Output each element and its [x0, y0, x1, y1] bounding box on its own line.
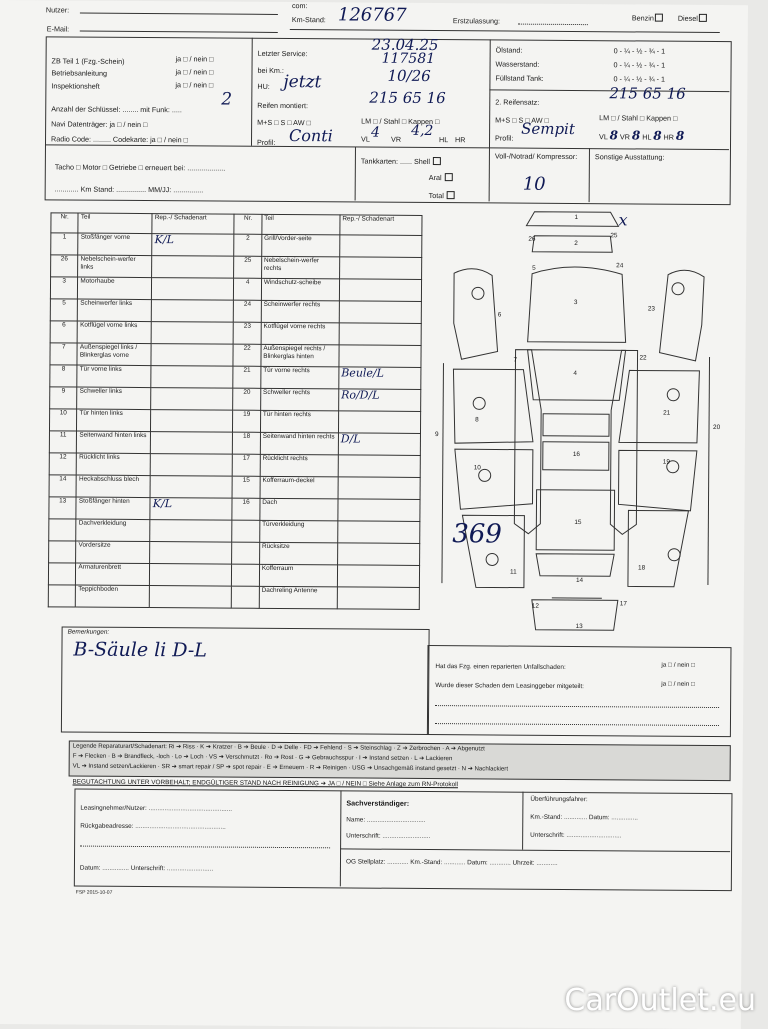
part-number: 8: [50, 365, 78, 387]
part-number: 23: [234, 322, 262, 344]
navi-label[interactable]: Navi Datenträger: ja □ / nein □: [51, 119, 147, 129]
part-number: 2: [234, 234, 262, 256]
table-row: [50, 299, 421, 324]
part-number: 17: [233, 454, 261, 476]
notrad-label: Voll-/Notrad/ Kompressor:: [495, 151, 579, 161]
erstzulassung-label: Erstzulassung:: [453, 16, 500, 25]
quarter-right-shape: [628, 510, 689, 586]
tank-label: Füllstand Tank:: [495, 73, 543, 82]
lm2-checkboxes[interactable]: LM □ / Stahl □ Kappen □: [599, 113, 677, 123]
damage-code[interactable]: Ro/D/L: [338, 389, 420, 412]
part-name: Türverkleidung: [260, 520, 338, 543]
wasser-label: Wasserstand:: [496, 59, 540, 68]
diagram-num-6: 6: [498, 311, 502, 319]
profil2-label: Profil:: [495, 133, 513, 142]
part-name: Tür hinten rechts: [260, 410, 338, 433]
part-number: 5: [50, 299, 78, 321]
damage-code[interactable]: [338, 521, 420, 544]
part-number: 19: [233, 410, 261, 432]
damage-code[interactable]: Beule/L: [339, 367, 421, 390]
damage-code[interactable]: [338, 499, 420, 522]
lm-checkboxes[interactable]: LM □ / Stahl □ Kappen □: [361, 117, 439, 127]
part-name: Teppichboden: [76, 585, 150, 608]
sv-unterschrift-field[interactable]: Unterschrift: ...........................: [346, 832, 430, 841]
watermark-logo: CarOutlet.eu: [564, 983, 756, 1018]
part-number: 13: [49, 497, 77, 519]
diagram-num-23: 23: [648, 306, 655, 314]
sill-left-shape: [442, 363, 444, 583]
tacho-row[interactable]: Tacho □ Motor □ Getriebe □ erneuert bei: ...................: [55, 162, 225, 172]
part-number: [48, 585, 76, 607]
begutachtung-text[interactable]: BEGUTACHTUNG UNTER VORBEHALT; ENDGÜLTIGER STAND NACH REINIGUNG ➔ JA □ / NEIN □ Siehe Anlage zum RN-Protokoll: [73, 779, 459, 790]
vl-label: VL: [361, 135, 370, 144]
diagram-num-14: 14: [576, 577, 583, 585]
part-number: 21: [233, 366, 261, 388]
tankkarten-shell[interactable]: Tankkarten: ...... Shell: [361, 157, 441, 167]
diagram-num-1: 1: [574, 214, 578, 222]
sachverstaendiger-label: Sachverständiger:: [346, 798, 409, 807]
part-name: Tür vorne rechts: [261, 366, 339, 389]
part-name: Armaturenbrett: [76, 563, 150, 586]
grill-shape: [532, 236, 612, 253]
part-name: Rücksitze: [259, 542, 337, 565]
com-label: com:: [292, 1, 308, 10]
nutzer-label: Nutzer:: [46, 5, 69, 14]
schluessel-label: Anzahl der Schlüssel: ........ mit Funk: .....: [51, 104, 182, 114]
part-name: Kofferraum: [259, 564, 337, 587]
door-rear-right-shape: [618, 450, 696, 511]
part-number: 22: [233, 344, 261, 366]
damage-code[interactable]: [337, 587, 419, 610]
accident-q1-ja-nein[interactable]: ja □ / nein □: [661, 662, 695, 670]
part-name: Dachreling Antenne: [259, 586, 337, 609]
diagram-num-18: 18: [638, 564, 645, 572]
oel-label: Ölstand:: [496, 45, 523, 54]
damage-code[interactable]: [337, 543, 419, 566]
notrad-value: 10: [523, 174, 546, 195]
damage-code[interactable]: [337, 565, 419, 588]
letzter-service-value: 23.04.25: [372, 36, 439, 54]
part-name: Motorhaube: [78, 277, 152, 300]
hu-date-value: 10/26: [387, 67, 430, 85]
col-schaden-1: Rep.-/ Schadenart: [152, 214, 234, 235]
table-row: [50, 343, 421, 368]
ueberfuehrung-unterschrift[interactable]: Unterschrift: ...............................: [530, 832, 621, 841]
damage-code[interactable]: [339, 257, 421, 280]
table-row: [49, 497, 420, 522]
table-row: [49, 453, 420, 478]
table-row: [49, 409, 420, 434]
part-number: [49, 519, 77, 541]
part-number: [232, 542, 260, 564]
part-number: 14: [49, 475, 77, 497]
diagram-num-4: 4: [573, 370, 577, 378]
profil-value: Conti: [289, 126, 333, 145]
door-front-left-shape: [453, 369, 534, 444]
kmstand-row: ............ Km Stand: ............... MM/JJ: ...............: [55, 184, 204, 194]
diagram-num-15: 15: [574, 519, 581, 527]
damage-code[interactable]: D/L: [338, 433, 420, 456]
damage-code[interactable]: [151, 322, 233, 345]
accident-q2: Wurde dieser Schaden dem Leasinggeber mitgeteilt:: [435, 682, 584, 691]
inspektion-ja-nein[interactable]: ja □ / nein □: [175, 80, 213, 89]
diagram-num-17: 17: [620, 600, 627, 608]
legend-line-1: Legende Reparaturart/Schadenart: Ri ➔ Riss · K ➔ Kratzer · B ➔ Beule · D ➔ Delle · FD ➔ Fehlend · S ➔ Steinschlag · Z ➔ Zerbrochen · A ➔ Abgenutzt: [73, 743, 485, 754]
part-number: 16: [232, 498, 260, 520]
diagram-num-11: 11: [510, 569, 517, 577]
damage-code[interactable]: [339, 279, 421, 302]
part-name: Außenspiegel rechts / Blinkerglas hinten: [261, 344, 339, 367]
table-row: [49, 475, 420, 500]
diesel-label: Diesel: [678, 14, 707, 23]
tankkarten-total[interactable]: Total: [429, 191, 455, 200]
part-name: Tür vorne links: [77, 365, 151, 388]
remarks-label: Bemerkungen:: [68, 628, 110, 636]
part-number: 20: [233, 388, 261, 410]
col-nr-1: Nr.: [51, 213, 78, 233]
table-row: [50, 277, 421, 302]
part-number: 26: [51, 255, 79, 277]
diagram-num-24: 24: [616, 262, 623, 270]
benzin-label: Benzin: [632, 13, 663, 22]
col-schaden-2: Rep.-/ Schadenart: [340, 215, 422, 236]
diagram-num-21: 21: [663, 410, 670, 418]
part-number: [49, 541, 77, 563]
part-name: Rücklicht links: [77, 453, 151, 476]
radio-label[interactable]: Radio Code: ......... Codekarte: ja □ / nein □: [51, 134, 188, 144]
wheel-rl-shape: [486, 553, 498, 565]
table-row: [49, 431, 420, 456]
part-name: Stoßfänger hinten: [76, 497, 150, 520]
front-bumper-shape: [526, 212, 618, 227]
damage-code[interactable]: [152, 278, 234, 301]
damage-code[interactable]: [338, 455, 420, 478]
part-name: Nebelschein-werfer rechts: [261, 256, 339, 279]
col-teil-2: Teil: [262, 214, 340, 235]
vr-label: VR: [391, 135, 401, 144]
diagram-num-19: 19: [663, 459, 670, 467]
part-name: Scheinwerfer links: [78, 299, 152, 322]
profil2-value: Sempit: [521, 120, 575, 138]
mirror-right-shape: [667, 389, 679, 401]
part-number: 3: [50, 277, 78, 299]
letzter-service-label: Letzter Service:: [258, 49, 308, 58]
sonstige-label: Sonstige Ausstattung:: [595, 152, 665, 161]
part-name: Heckabschluss blech: [76, 475, 150, 498]
part-name: Scheinwerfer rechts: [261, 300, 339, 323]
part-number: 10: [49, 409, 77, 431]
part-name: Außenspiegel links / Blinkerglas vorne: [77, 343, 151, 366]
part-number: [232, 586, 260, 608]
tank-scale[interactable]: 0 - ¼ - ½ - ¾ - 1: [613, 74, 665, 83]
km-stand-value: 126767: [338, 4, 407, 25]
part-name: Dachverkleidung: [76, 519, 150, 542]
damage-code[interactable]: [338, 411, 420, 434]
door-rear-left-shape: [454, 449, 532, 510]
betrieb-label: Betriebsanleitung: [51, 68, 107, 77]
diagram-num-26: 26: [528, 236, 535, 244]
damage-code[interactable]: K/L: [150, 498, 232, 521]
part-name: Stoßfänger vorne: [78, 233, 152, 256]
damage-code[interactable]: K/L: [152, 234, 234, 257]
zb-label: ZB Teil 1 (Fzg.-Schein): [52, 56, 125, 66]
parts-table: [48, 212, 423, 610]
bei-km-label: bei Km.:: [257, 66, 283, 75]
reifen-value: 215 65 16: [369, 89, 445, 108]
damage-code[interactable]: [151, 366, 233, 389]
wheel-fl-shape: [472, 287, 484, 299]
diagram-num-12: 12: [532, 603, 539, 611]
vr-value: 4,2: [411, 123, 433, 139]
hu-label: HU:: [257, 82, 269, 91]
part-number: [232, 564, 260, 586]
damage-code[interactable]: [339, 345, 421, 368]
accident-q1: Hat das Fzg. einen reparierten Unfallschaden:: [435, 663, 565, 672]
wheel-fr-shape: [672, 283, 684, 295]
rueckgabe-field[interactable]: Rückgabeadresse: ...................................................: [80, 823, 226, 832]
part-name: Seitenwand hinten links: [77, 431, 151, 454]
email-label: E-Mail:: [47, 24, 69, 33]
part-name: Nebelschein-werfer links: [78, 255, 152, 278]
diagram-mark: x: [618, 210, 627, 229]
table-row: [49, 519, 420, 544]
part-name: Tür hinten links: [77, 409, 151, 432]
damage-code[interactable]: [152, 256, 234, 279]
damage-code[interactable]: [151, 344, 233, 367]
accident-q2-ja-nein[interactable]: ja □ / nein □: [661, 681, 695, 689]
diagram-num-13: 13: [576, 623, 583, 631]
damage-code[interactable]: [339, 323, 421, 346]
part-number: 24: [234, 300, 262, 322]
rear-panel-shape: [536, 554, 614, 577]
part-name: Schweller rechts: [260, 388, 338, 411]
ueberfuehrung-km-datum[interactable]: Km.-Stand: ............. Datum: ...............: [530, 814, 638, 823]
part-number: 7: [50, 343, 78, 365]
damage-code[interactable]: [151, 410, 233, 433]
damage-code[interactable]: [150, 476, 232, 499]
tankkarten-aral[interactable]: Aral: [429, 173, 453, 182]
col-teil-1: Teil: [78, 213, 152, 234]
damage-code[interactable]: [150, 520, 232, 543]
reifen-label: Reifen montiert:: [257, 101, 308, 110]
diagram-num-22: 22: [639, 354, 646, 362]
part-number: 25: [234, 256, 262, 278]
part-number: [232, 520, 260, 542]
hu-value: jetzt: [283, 72, 321, 92]
diagram-num-2: 2: [574, 240, 578, 248]
part-number: 1: [51, 233, 79, 255]
part-name: Rücklicht rechts: [260, 454, 338, 477]
diagram-num-20: 20: [713, 424, 720, 432]
part-name: Kotflügel vorne links: [77, 321, 151, 344]
part-name: Windschutz-scheibe: [261, 278, 339, 301]
profil-label: Profil:: [257, 138, 275, 147]
wheel-rr-shape: [668, 549, 680, 561]
km-stand-label: Km-Stand:: [292, 15, 326, 24]
diagram-num-16: 16: [573, 451, 580, 459]
schluessel-value: 2: [221, 90, 232, 110]
diagram-num-25: 25: [610, 232, 617, 240]
zb-ja-nein[interactable]: ja □ / nein □: [176, 54, 214, 63]
wasser-scale[interactable]: 0 - ¼ - ½ - ¾ - 1: [614, 60, 666, 69]
oel-scale[interactable]: 0 - ¼ - ½ - ¾ - 1: [614, 46, 666, 55]
diagram-num-7: 7: [513, 357, 517, 365]
inspektion-label: Inspektionsheft: [51, 81, 99, 90]
table-row: [49, 541, 420, 566]
damage-code[interactable]: [340, 235, 422, 258]
diagram-num-5: 5: [532, 265, 536, 273]
damage-code[interactable]: [151, 454, 233, 477]
table-row: [48, 563, 419, 588]
legend-line-2: F ➔ Flecken · B ➔ Brandfleck, -loch · Lo ➔ Loch · VS ➔ Verschmutzt · Ro ➔ Rost · G ➔ Gebrauchsspur · I ➔ Instand setzen · L ➔ Lackieren: [73, 753, 453, 764]
part-number: 4: [234, 278, 262, 300]
form-code: FSP 2015-10-07: [76, 889, 113, 897]
part-name: Grill/Vorder-seite: [262, 234, 340, 257]
diagram-num-9: 9: [435, 431, 439, 439]
damage-code[interactable]: [150, 542, 232, 565]
sv-name-field[interactable]: Name: .................................: [346, 816, 425, 825]
table-row: [51, 255, 422, 280]
mirror-left-shape: [473, 397, 485, 409]
zweiter-reifensatz-label: 2. Reifensatz:: [495, 97, 539, 106]
table-row: [51, 233, 422, 258]
hr-label: HR: [455, 135, 465, 144]
vl-value: 4: [371, 125, 380, 141]
table-row: [48, 585, 419, 610]
table-row: [50, 321, 421, 346]
datum-unterschrift-field[interactable]: Datum: ............... Unterschrift: ..........................: [80, 865, 213, 874]
part-name: Kotflügel vorne rechts: [261, 322, 339, 345]
ueberfuehrung-field[interactable]: Überführungsfahrer:: [530, 796, 587, 804]
remarks-value: B-Säule li D-L: [73, 639, 207, 662]
sunroof-front-shape: [543, 414, 609, 436]
hl-label: HL: [439, 135, 448, 144]
col-nr-2: Nr.: [234, 214, 261, 234]
part-number: 12: [49, 453, 77, 475]
ms-checkboxes[interactable]: M+S □ S □ AW □: [257, 118, 311, 127]
part-number: 11: [49, 431, 77, 453]
part-number: 18: [233, 432, 261, 454]
bei-km-value: 117581: [382, 51, 436, 67]
damage-code[interactable]: [150, 564, 232, 587]
part-name: Schweller links: [77, 387, 151, 410]
fender-left-shape: [454, 269, 499, 360]
damage-code[interactable]: [339, 301, 421, 324]
zweiter-reifensatz-value: 215 65 16: [609, 84, 685, 103]
damage-code[interactable]: [150, 586, 232, 609]
sill-right-shape: [708, 357, 710, 585]
damage-code[interactable]: [338, 477, 420, 500]
part-number: 6: [50, 321, 78, 343]
part-number: [48, 563, 76, 585]
diagram-num-3: 3: [574, 299, 578, 307]
door-front-right-shape: [619, 370, 700, 443]
part-number: 9: [50, 387, 78, 409]
legend-line-3: VL ➔ Instand setzen/Lackieren · SR ➔ smart repair / SP ➔ spot repair · E ➔ Erneuern · R ➔ Reinigen · USG ➔ Unsachgemäß instand gesetzt · N ➔ Nachlackiert: [73, 763, 508, 774]
damage-code[interactable]: [152, 300, 234, 323]
part-name: Vordersitze: [76, 541, 150, 564]
part-number: 15: [232, 476, 260, 498]
diagram-annotation: 369: [452, 519, 502, 549]
ms2-checkboxes[interactable]: M+S □ S □ AW □: [495, 115, 549, 124]
table-row: [50, 387, 421, 412]
table-row: [50, 365, 421, 390]
part-name: Dach: [260, 498, 338, 521]
stellplatz-field[interactable]: OG Stellplatz: ............ Km.-Stand: ............ Datum: ............ Uhrzeit: ............: [346, 858, 558, 867]
damage-code[interactable]: [151, 388, 233, 411]
part-name: Kofferraum-deckel: [260, 476, 338, 499]
diagram-num-10: 10: [474, 464, 481, 472]
diagram-num-8: 8: [475, 416, 479, 424]
damage-code[interactable]: [151, 432, 233, 455]
betrieb-ja-nein[interactable]: ja □ / nein □: [175, 67, 213, 76]
profil2-treads: VL 8 VR 8 HL 8 HR 8: [599, 131, 684, 142]
leasingnehmer-field[interactable]: Leasingnehmer/Nutzer: ...............................................: [80, 805, 232, 814]
part-name: Seitenwand hinten rechts: [260, 432, 338, 455]
